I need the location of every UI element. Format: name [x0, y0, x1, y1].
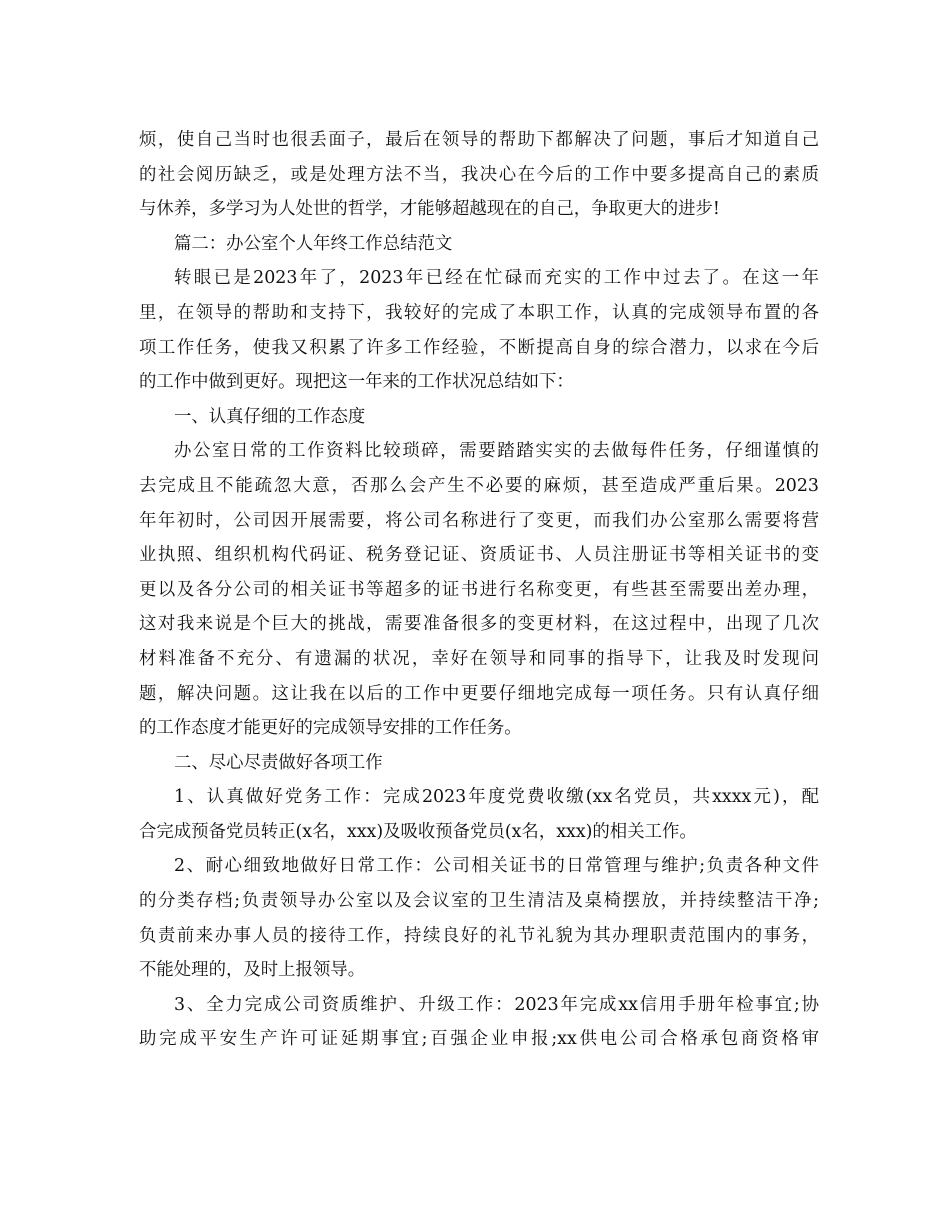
text-line: 项工作任务，使我又积累了许多工作经验，不断提高自身的综合潜力，以求在今后 — [139, 337, 819, 358]
text-line: 3、全力完成公司资质维护、升级工作：2023年完成xx信用手册年检事宜;协 — [174, 994, 819, 1015]
text-line: 与休养，多学习为人处世的哲学，才能够超越现在的自己，争取更大的进步! — [139, 199, 720, 220]
text-line: 的工作态度才能更好的完成领导安排的工作任务。 — [139, 718, 522, 739]
text-line: 负责前来办事人员的接待工作，持续良好的礼节礼貌为其办理职责范围内的事务， — [139, 925, 819, 946]
text-line: 题，解决问题。这让我在以后的工作中更要仔细地完成每一项任务。只有认真仔细 — [139, 683, 819, 704]
text-line: 不能处理的，及时上报领导。 — [139, 960, 366, 981]
text-line: 助完成平安生产许可证延期事宜;百强企业申报;xx供电公司合格承包商资格审 — [139, 1029, 819, 1050]
text-line: 更以及各分公司的相关证书等超多的证书进行名称变更，有些甚至需要出差办理， — [139, 579, 819, 600]
section-heading: 篇二：办公室个人年终工作总结范文 — [174, 233, 453, 254]
text-line: 转眼已是2023年了，2023年已经在忙碌而充实的工作中过去了。在这一年 — [174, 268, 819, 289]
text-line: 里，在领导的帮助和支持下，我较好的完成了本职工作，认真的完成领导布置的各 — [139, 302, 819, 323]
section-heading: 一、认真仔细的工作态度 — [174, 406, 366, 427]
text-line: 的分类存档;负责领导办公室以及会议室的卫生清洁及桌椅摆放，并持续整洁干净; — [139, 891, 819, 912]
text-line: 办公室日常的工作资料比较琐碎，需要踏踏实实的去做每件任务，仔细谨慎的 — [174, 441, 819, 462]
text-line: 的工作中做到更好。现把这一年来的工作状况总结如下： — [139, 372, 574, 393]
text-line: 1、认真做好党务工作：完成2023年度党费收缴(xx名党员，共xxxx元)，配 — [174, 787, 819, 808]
text-line: 业执照、组织机构代码证、税务登记证、资质证书、人员注册证书等相关证书的变 — [139, 545, 819, 566]
text-line: 去完成且不能疏忽大意，否那么会产生不必要的麻烦，甚至造成严重后果。2023 — [139, 475, 819, 496]
text-line: 的社会阅历缺乏，或是处理方法不当，我决心在今后的工作中要多提高自己的素质 — [139, 164, 819, 185]
text-line: 材料准备不充分、有遗漏的状况，幸好在领导和同事的指导下，让我及时发现问 — [139, 648, 819, 669]
document-page — [139, 123, 819, 1057]
text-line: 年年初时，公司因开展需要，将公司名称进行了变更，而我们办公室那么需要将营 — [139, 510, 819, 531]
text-line: 2、耐心细致地做好日常工作：公司相关证书的日常管理与维护;负责各种文件 — [174, 856, 819, 877]
text-line: 烦，使自己当时也很丢面子，最后在领导的帮助下都解决了问题，事后才知道自己 — [139, 130, 819, 150]
text-line: 这对我来说是个巨大的挑战，需要准备很多的变更材料，在这过程中，出现了几次 — [139, 614, 819, 635]
text-line: 合完成预备党员转正(x名，xxx)及吸收预备党员(x名，xxx)的相关工作。 — [139, 821, 697, 842]
section-heading: 二、尽心尽责做好各项工作 — [174, 752, 383, 773]
